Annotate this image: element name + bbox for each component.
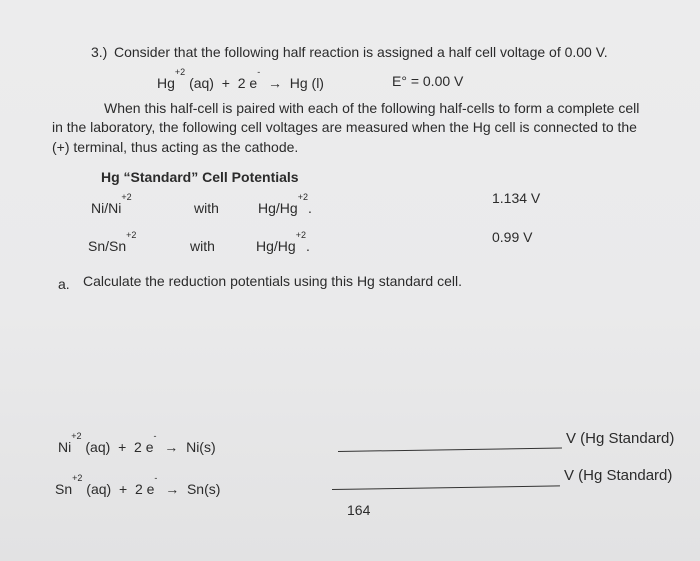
hg-species: Hg	[157, 75, 175, 91]
table-title: Hg “Standard” Cell Potentials	[101, 169, 299, 185]
row-1-reference	[258, 192, 312, 217]
paragraph-line-1: When this half-cell is paired with each of the following half-cells to form a complete cell	[104, 100, 640, 116]
ni-plus: +	[118, 439, 127, 455]
row-2-reference	[256, 230, 310, 255]
part-a-text: Calculate the reduction potentials using this Hg standard cell.	[83, 273, 462, 289]
part-a-label: a.	[58, 276, 70, 292]
sn-ion: Sn	[55, 481, 73, 497]
hg-standard-potential: E° = 0.00 V	[392, 73, 464, 89]
paragraph-line-2: in the laboratory, the following cell voltages are measured when the Hg cell is connected to the	[52, 119, 637, 135]
row-2-couple	[88, 230, 137, 255]
hg-arrow: →	[267, 75, 282, 91]
row-1-reference-text: Hg/Hg	[258, 200, 298, 216]
ni-reduction-reaction	[58, 431, 216, 456]
hg-charge: +2	[174, 67, 186, 77]
row-2-reference-charge: +2	[295, 230, 306, 240]
sn-plus: +	[118, 481, 128, 497]
sn-answer-blank[interactable]	[332, 485, 560, 490]
row-1-voltage: 1.134 V	[492, 190, 541, 206]
hg-plus: +	[221, 75, 230, 91]
paragraph-line-3: (+) terminal, thus acting as the cathode.	[52, 139, 299, 155]
sn-electrons: 2 e	[134, 481, 155, 497]
row-1-with: with	[194, 200, 219, 216]
row-2-reference-end: .	[305, 238, 310, 254]
row-2-with: with	[190, 238, 215, 254]
sn-electron-sup: -	[154, 473, 158, 483]
hg-product: Hg (l)	[289, 75, 324, 91]
hg-state: (aq)	[189, 75, 214, 91]
ni-answer-blank[interactable]	[338, 447, 562, 452]
ni-state: (aq)	[85, 439, 111, 455]
row-1-couple-charge: +2	[121, 192, 132, 202]
page-number: 164	[347, 502, 371, 518]
sn-unit: V (Hg Standard)	[564, 467, 673, 484]
ni-charge: +2	[71, 431, 82, 441]
row-2-couple-text: Sn/Sn	[88, 238, 127, 254]
ni-ion: Ni	[58, 439, 72, 455]
sn-reduction-reaction	[55, 473, 221, 498]
question-intro: Consider that the following half reaction is assigned a half cell voltage of 0.00 V.	[114, 44, 608, 60]
sn-charge: +2	[72, 473, 83, 483]
row-1-reference-charge: +2	[297, 192, 308, 202]
row-1-couple	[91, 192, 132, 217]
row-2-reference-text: Hg/Hg	[256, 238, 296, 254]
hg-half-reaction	[157, 67, 324, 92]
ni-electron-sup: -	[153, 431, 157, 441]
row-2-couple-charge: +2	[126, 230, 137, 240]
ni-arrow: →	[164, 439, 179, 455]
sn-product: Sn(s)	[186, 481, 221, 497]
sn-state: (aq)	[86, 481, 112, 497]
ni-electrons: 2 e	[134, 439, 154, 455]
hg-electron-sup: -	[257, 67, 261, 77]
row-1-reference-end: .	[307, 200, 312, 216]
row-1-couple-text: Ni/Ni	[91, 200, 122, 216]
ni-product: Ni(s)	[186, 439, 216, 455]
ni-unit: V (Hg Standard)	[566, 430, 675, 447]
hg-electrons: 2 e	[237, 75, 258, 91]
sn-arrow: →	[165, 481, 180, 497]
question-number: 3.)	[91, 44, 108, 60]
row-2-voltage: 0.99 V	[492, 229, 533, 245]
